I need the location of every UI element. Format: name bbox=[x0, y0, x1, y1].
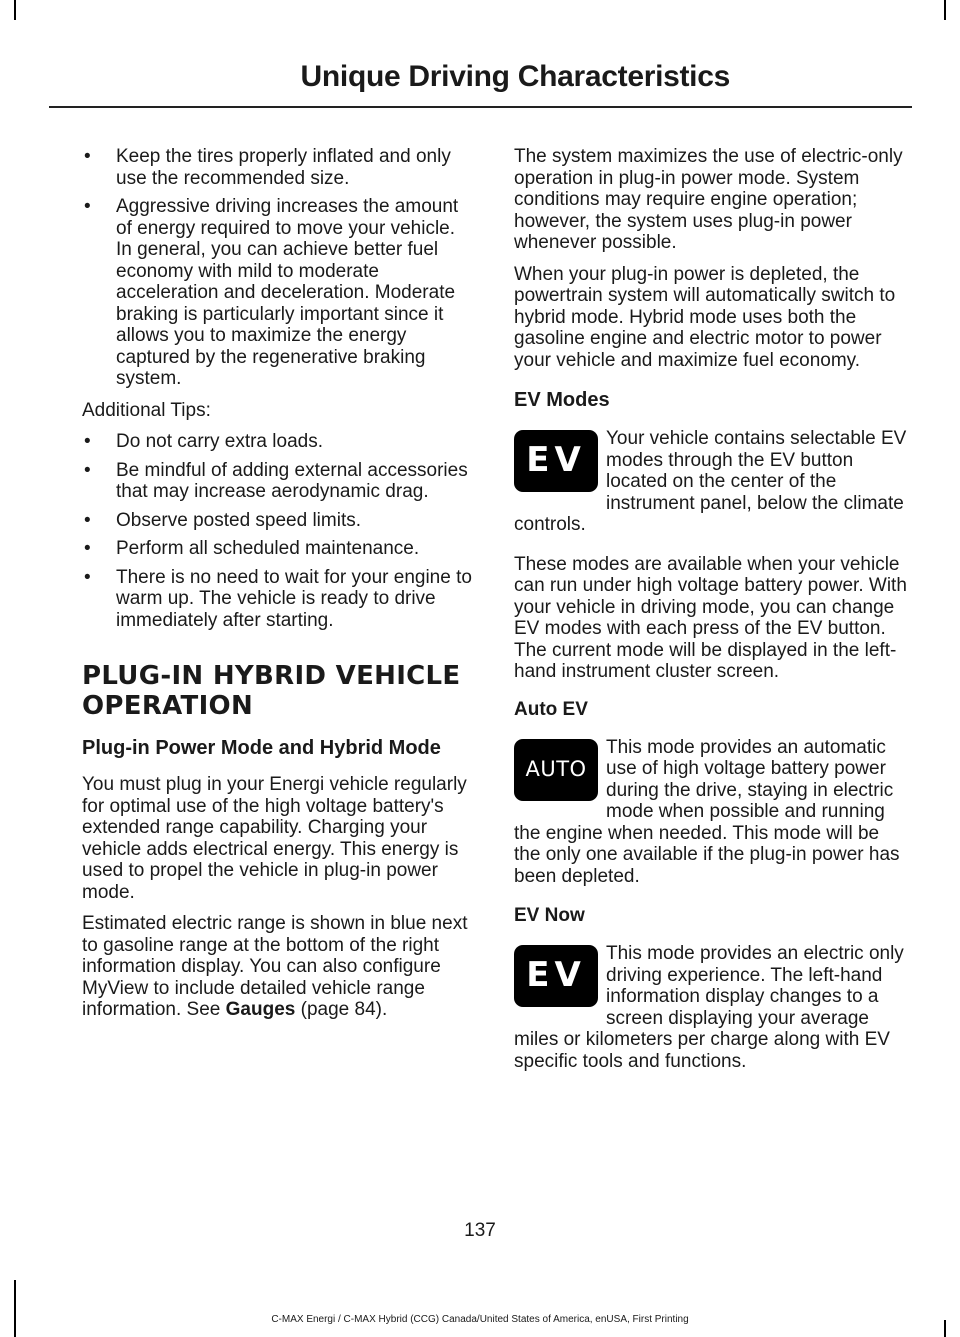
auto-ev-heading: Auto EV bbox=[514, 698, 588, 720]
page-header-title: Unique Driving Characteristics bbox=[300, 60, 730, 93]
subsection-title: Plug-in Power Mode and Hybrid Mode bbox=[82, 737, 441, 759]
ev-now-block bbox=[514, 943, 907, 1072]
ev-now-text: This mode provides an electric only driving experience. The left-hand information display changes to a screen displaying your average miles or kilometers per charge along with EV specific tools and functions. bbox=[514, 943, 904, 1072]
ev-button-icon: EV bbox=[514, 430, 598, 492]
paragraph: When your plug-in power is depleted, the powertrain system will automatically switch to hybrid mode. Hybrid mode uses both the gasoline engine and electric motor to power your vehicle and maximize fuel economy. bbox=[514, 263, 896, 371]
additional-tips-bullets bbox=[82, 431, 474, 631]
page-number: 137 bbox=[464, 1220, 496, 1241]
fuel-economy-bullets bbox=[82, 146, 474, 390]
crop-mark-bottom-left bbox=[14, 1280, 16, 1337]
paragraph-with-xref bbox=[82, 913, 474, 1021]
ev-now-button-icon: EV bbox=[514, 945, 598, 1007]
auto-button-icon: AUTO bbox=[514, 739, 598, 801]
ev-modes-block bbox=[514, 428, 907, 536]
ev-now-heading: EV Now bbox=[514, 905, 585, 926]
list-item: • There is no need to wait for your engine to warm up. The vehicle is ready to drive immediately after starting. bbox=[82, 567, 474, 632]
right-column bbox=[514, 146, 907, 1090]
crop-mark-top-right bbox=[944, 0, 946, 20]
list-item: • Keep the tires properly inflated and only use the recommended size. bbox=[82, 146, 474, 189]
header-rule bbox=[49, 106, 912, 108]
gauges-link[interactable]: Gauges bbox=[225, 999, 296, 1020]
section-title-line2: OPERATION bbox=[82, 691, 254, 721]
left-column bbox=[82, 146, 474, 1031]
page-reference: (page 84). bbox=[300, 999, 388, 1020]
additional-tips-label: Additional Tips: bbox=[82, 399, 211, 421]
page-footer: C-MAX Energi / C-MAX Hybrid (CCG) Canada/United States of America, enUSA, First Printing bbox=[271, 1314, 689, 1325]
list-item: • Be mindful of adding external accessories that may increase aerodynamic drag. bbox=[82, 460, 474, 503]
auto-ev-text: This mode provides an automatic use of high voltage battery power during the drive, staying in electric mode when possible and running the engine when needed. This mode will be the only one available if the plug-in power has been depleted. bbox=[514, 736, 900, 887]
list-item: • Observe posted speed limits. bbox=[82, 510, 474, 532]
paragraph-text: Estimated electric range is shown in blue next to gasoline range at the bottom of the right information display. You can also configure MyView to include detailed vehicle range information. See bbox=[82, 913, 468, 1020]
ev-modes-heading: EV Modes bbox=[514, 389, 610, 411]
section-title-line1: PLUG-IN HYBRID VEHICLE bbox=[82, 661, 461, 691]
list-item: • Do not carry extra loads. bbox=[82, 431, 474, 453]
list-item: • Perform all scheduled maintenance. bbox=[82, 538, 474, 560]
paragraph: You must plug in your Energi vehicle regularly for optimal use of the high voltage battery's extended range capability. Charging your vehicle adds electrical energy. This energy is used to propel the vehicle in plug-in power mode. bbox=[82, 774, 467, 903]
crop-mark-top-left bbox=[14, 0, 16, 20]
paragraph: The system maximizes the use of electric-only operation in plug-in power mode. System conditions may require engine operation; however, the system uses plug-in power whenever possible. bbox=[514, 146, 903, 253]
ev-modes-text: Your vehicle contains selectable EV modes through the EV button located on the center of the instrument panel, below the climate controls. bbox=[514, 428, 907, 535]
section-title bbox=[82, 661, 474, 721]
paragraph: These modes are available when your vehicle can run under high voltage battery power. With your vehicle in driving mode, you can change EV modes with each press of the EV button. The current mode will be displayed in the left-hand instrument cluster screen. bbox=[514, 553, 907, 682]
list-item: • Aggressive driving increases the amount of energy required to move your vehicle. In general, you can achieve better fuel economy with mild to moderate acceleration and deceleration. Moderate braking is particularly important since it allows you to maximize the energy captured by the regenerative braking system. bbox=[82, 196, 474, 390]
auto-ev-block bbox=[514, 737, 907, 888]
